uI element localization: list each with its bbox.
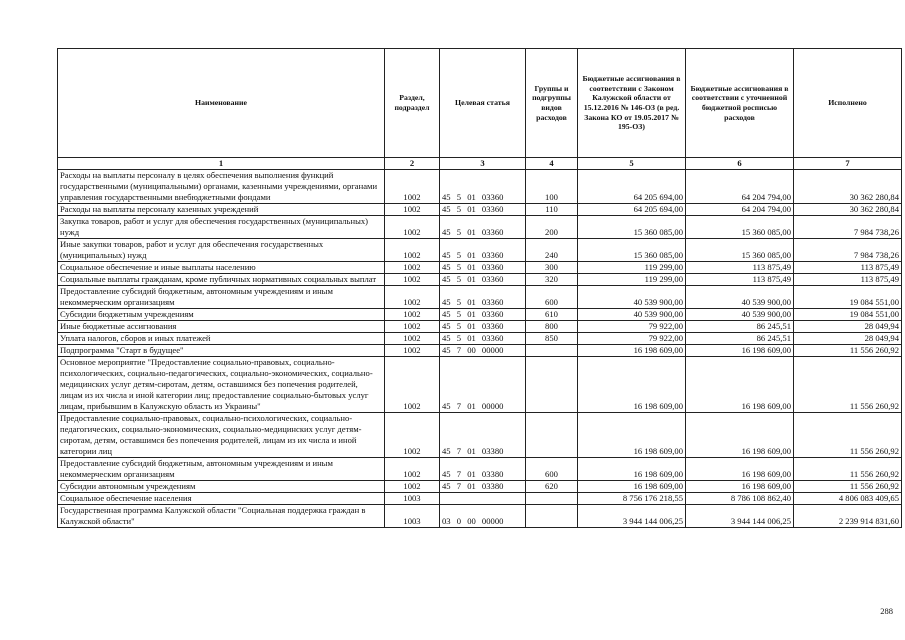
column-number: 6	[686, 158, 794, 170]
row-law-amount: 79 922,00	[578, 333, 686, 345]
row-law-amount: 16 198 609,00	[578, 458, 686, 481]
row-expense-group: 800	[526, 321, 578, 333]
row-section: 1002	[385, 239, 440, 262]
row-target-article: 03 0 00 00000	[440, 505, 526, 528]
column-number-row	[58, 158, 902, 170]
row-section: 1002	[385, 262, 440, 274]
column-number: 4	[526, 158, 578, 170]
row-expense-group: 620	[526, 481, 578, 493]
row-expense-group: 110	[526, 204, 578, 216]
row-section: 1002	[385, 216, 440, 239]
row-refined-amount: 40 539 900,00	[686, 309, 794, 321]
table-row	[58, 493, 902, 505]
row-refined-amount: 86 245,51	[686, 321, 794, 333]
row-law-amount: 8 756 176 218,55	[578, 493, 686, 505]
row-executed-amount: 11 556 260,92	[794, 357, 902, 413]
row-refined-amount: 16 198 609,00	[686, 481, 794, 493]
row-expense-group: 320	[526, 274, 578, 286]
row-name: Уплата налогов, сборов и иных платежей	[58, 333, 385, 345]
column-number: 1	[58, 158, 385, 170]
row-expense-group: 610	[526, 309, 578, 321]
table-row	[58, 170, 902, 204]
page-number: 288	[880, 606, 893, 616]
row-expense-group: 600	[526, 286, 578, 309]
row-target-article: 45 5 01 03360	[440, 321, 526, 333]
table-row	[58, 204, 902, 216]
row-expense-group: 100	[526, 170, 578, 204]
row-refined-amount: 64 204 794,00	[686, 204, 794, 216]
row-refined-amount: 113 875,49	[686, 274, 794, 286]
row-name: Основное мероприятие "Предоставление социально-правовых, социально-психологических, социально-педагогических, социально-экономических, социально-медицинских услуг детям-сиротам, детям, оставшимся без попечения родителей, лицам из их числа и иной категории лиц; предоставление социально-бытовых услуг лицам, прибывшим в Калужскую область из Украины"	[58, 357, 385, 413]
row-name: Субсидии бюджетным учреждениям	[58, 309, 385, 321]
row-target-article: 45 5 01 03360	[440, 309, 526, 321]
row-executed-amount: 30 362 280,84	[794, 170, 902, 204]
row-refined-amount: 113 875,49	[686, 262, 794, 274]
row-executed-amount: 19 084 551,00	[794, 286, 902, 309]
row-executed-amount: 30 362 280,84	[794, 204, 902, 216]
header-law: Бюджетные ассигнования в соответствии с Законом Калужской области от 15.12.2016 № 146-ОЗ (в ред. Закона КО от 19.05.2017 № 195-ОЗ)	[578, 49, 686, 158]
row-expense-group	[526, 357, 578, 413]
row-refined-amount: 8 786 108 862,40	[686, 493, 794, 505]
row-law-amount: 15 360 085,00	[578, 216, 686, 239]
row-name: Предоставление субсидий бюджетным, автономным учреждениям и иным некоммерческим организациям	[58, 286, 385, 309]
row-section: 1002	[385, 170, 440, 204]
column-number: 2	[385, 158, 440, 170]
header-executed: Исполнено	[794, 49, 902, 158]
row-target-article: 45 7 01 03380	[440, 458, 526, 481]
row-name: Социальные выплаты гражданам, кроме публичных нормативных социальных выплат	[58, 274, 385, 286]
row-executed-amount: 2 239 914 831,60	[794, 505, 902, 528]
row-name: Иные бюджетные ассигнования	[58, 321, 385, 333]
budget-table	[57, 48, 902, 528]
row-law-amount: 16 198 609,00	[578, 345, 686, 357]
row-law-amount: 3 944 144 006,25	[578, 505, 686, 528]
row-target-article: 45 5 01 03360	[440, 286, 526, 309]
row-refined-amount: 40 539 900,00	[686, 286, 794, 309]
table-row	[58, 309, 902, 321]
header-row	[58, 49, 902, 158]
row-refined-amount: 64 204 794,00	[686, 170, 794, 204]
table-row	[58, 216, 902, 239]
row-section: 1002	[385, 274, 440, 286]
column-number: 3	[440, 158, 526, 170]
row-target-article	[440, 493, 526, 505]
row-law-amount: 79 922,00	[578, 321, 686, 333]
row-expense-group: 200	[526, 216, 578, 239]
row-refined-amount: 3 944 144 006,25	[686, 505, 794, 528]
row-law-amount: 16 198 609,00	[578, 481, 686, 493]
row-expense-group	[526, 413, 578, 458]
row-executed-amount: 4 806 083 409,65	[794, 493, 902, 505]
column-number: 7	[794, 158, 902, 170]
table-row	[58, 274, 902, 286]
row-target-article: 45 7 01 00000	[440, 357, 526, 413]
row-target-article: 45 5 01 03360	[440, 170, 526, 204]
row-expense-group: 850	[526, 333, 578, 345]
row-section: 1002	[385, 357, 440, 413]
row-expense-group: 600	[526, 458, 578, 481]
row-section: 1002	[385, 413, 440, 458]
header-target: Целевая статья	[440, 49, 526, 158]
row-refined-amount: 16 198 609,00	[686, 357, 794, 413]
header-name: Наименование	[58, 49, 385, 158]
row-name: Предоставление социально-правовых, социально-психологических, социально-педагогических, социально-экономических, социально-медицинских услуг детям-сиротам, детям, оставшимся без попечения родителей, лицам из их числа и иной категории лиц	[58, 413, 385, 458]
row-executed-amount: 11 556 260,92	[794, 481, 902, 493]
table-row	[58, 413, 902, 458]
header-section: Раздел, подраздел	[385, 49, 440, 158]
row-law-amount: 16 198 609,00	[578, 413, 686, 458]
row-expense-group	[526, 345, 578, 357]
table-row	[58, 357, 902, 413]
row-executed-amount: 19 084 551,00	[794, 309, 902, 321]
row-law-amount: 40 539 900,00	[578, 309, 686, 321]
header-groups: Группы и подгруппы видов расходов	[526, 49, 578, 158]
row-law-amount: 15 360 085,00	[578, 239, 686, 262]
row-section: 1002	[385, 458, 440, 481]
row-name: Подпрограмма "Старт в будущее"	[58, 345, 385, 357]
table-row	[58, 345, 902, 357]
row-executed-amount: 113 875,49	[794, 262, 902, 274]
row-law-amount: 64 205 694,00	[578, 170, 686, 204]
row-section: 1002	[385, 286, 440, 309]
row-executed-amount: 11 556 260,92	[794, 413, 902, 458]
row-section: 1002	[385, 309, 440, 321]
row-target-article: 45 7 01 03380	[440, 413, 526, 458]
table-row	[58, 286, 902, 309]
row-section: 1002	[385, 345, 440, 357]
row-name: Социальное обеспечение и иные выплаты населению	[58, 262, 385, 274]
row-law-amount: 40 539 900,00	[578, 286, 686, 309]
row-executed-amount: 7 984 738,26	[794, 239, 902, 262]
row-target-article: 45 5 01 03360	[440, 216, 526, 239]
row-executed-amount: 28 049,94	[794, 333, 902, 345]
row-section: 1002	[385, 321, 440, 333]
row-law-amount: 16 198 609,00	[578, 357, 686, 413]
table-row	[58, 333, 902, 345]
row-expense-group: 300	[526, 262, 578, 274]
row-law-amount: 64 205 694,00	[578, 204, 686, 216]
table-row	[58, 262, 902, 274]
row-executed-amount: 7 984 738,26	[794, 216, 902, 239]
row-section: 1002	[385, 204, 440, 216]
row-section: 1003	[385, 493, 440, 505]
row-refined-amount: 86 245,51	[686, 333, 794, 345]
row-section: 1002	[385, 333, 440, 345]
row-name: Предоставление субсидий бюджетным, автономным учреждениям и иным некоммерческим организациям	[58, 458, 385, 481]
row-executed-amount: 11 556 260,92	[794, 458, 902, 481]
row-refined-amount: 15 360 085,00	[686, 239, 794, 262]
table-row	[58, 239, 902, 262]
row-refined-amount: 16 198 609,00	[686, 458, 794, 481]
header-refined: Бюджетные ассигнования в соответствии с уточненной бюджетной росписью расходов	[686, 49, 794, 158]
row-refined-amount: 15 360 085,00	[686, 216, 794, 239]
row-law-amount: 119 299,00	[578, 262, 686, 274]
row-expense-group	[526, 505, 578, 528]
row-law-amount: 119 299,00	[578, 274, 686, 286]
row-name: Расходы на выплаты персоналу в целях обеспечения выполнения функций государственными (муниципальными) органами, казенными учреждениями, органами управления государственными внебюджетными фондами	[58, 170, 385, 204]
row-executed-amount: 11 556 260,92	[794, 345, 902, 357]
row-expense-group: 240	[526, 239, 578, 262]
table-row	[58, 321, 902, 333]
row-name: Закупка товаров, работ и услуг для обеспечения государственных (муниципальных) нужд	[58, 216, 385, 239]
row-target-article: 45 5 01 03360	[440, 333, 526, 345]
row-name: Субсидии автономным учреждениям	[58, 481, 385, 493]
row-executed-amount: 28 049,94	[794, 321, 902, 333]
row-name: Социальное обеспечение населения	[58, 493, 385, 505]
row-target-article: 45 7 00 00000	[440, 345, 526, 357]
row-section: 1003	[385, 505, 440, 528]
row-target-article: 45 5 01 03360	[440, 239, 526, 262]
row-section: 1002	[385, 481, 440, 493]
row-target-article: 45 5 01 03360	[440, 204, 526, 216]
row-target-article: 45 5 01 03360	[440, 274, 526, 286]
row-refined-amount: 16 198 609,00	[686, 345, 794, 357]
row-target-article: 45 5 01 03360	[440, 262, 526, 274]
row-executed-amount: 113 875,49	[794, 274, 902, 286]
row-name: Иные закупки товаров, работ и услуг для обеспечения государственных (муниципальных) нужд	[58, 239, 385, 262]
row-expense-group	[526, 493, 578, 505]
row-name: Расходы на выплаты персоналу казенных учреждений	[58, 204, 385, 216]
table-row	[58, 481, 902, 493]
column-number: 5	[578, 158, 686, 170]
row-target-article: 45 7 01 03380	[440, 481, 526, 493]
table-row	[58, 505, 902, 528]
row-refined-amount: 16 198 609,00	[686, 413, 794, 458]
row-name: Государственная программа Калужской области "Социальная поддержка граждан в Калужской области"	[58, 505, 385, 528]
table-row	[58, 458, 902, 481]
